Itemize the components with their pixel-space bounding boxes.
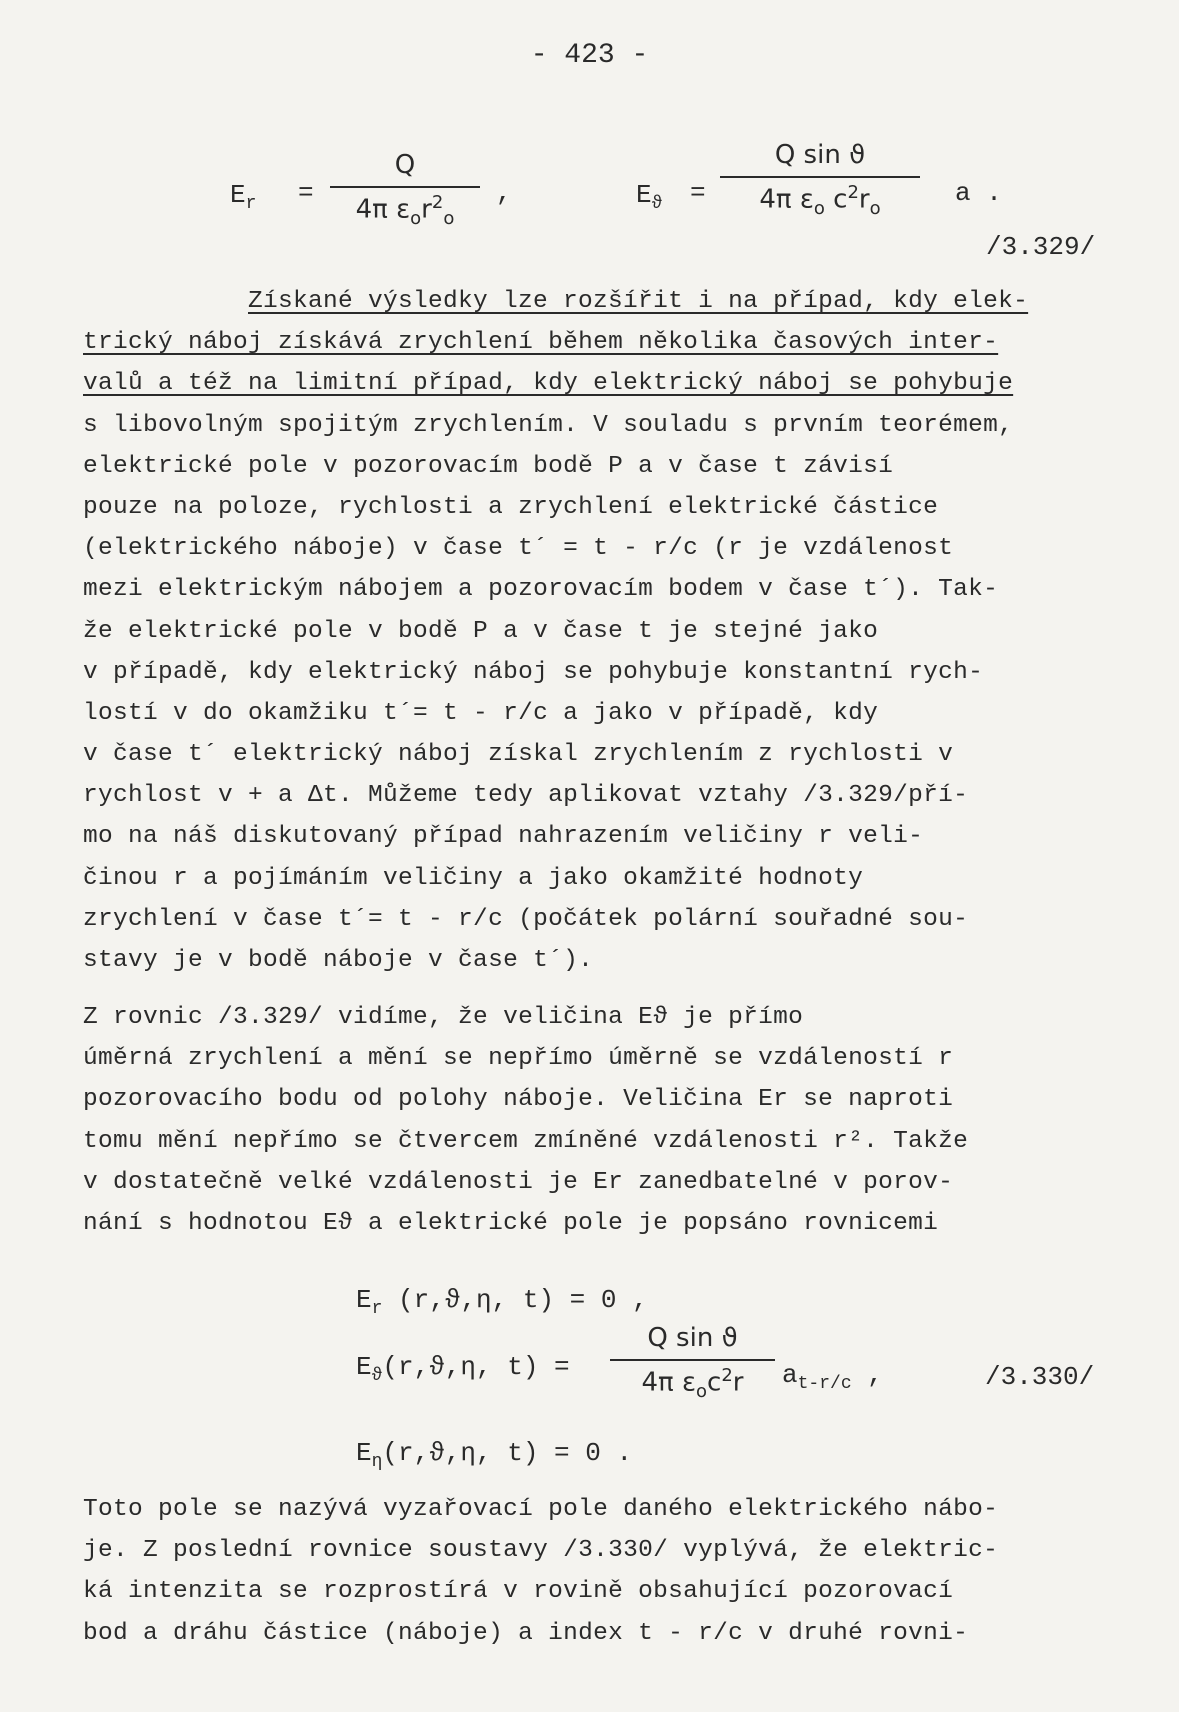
etheta-fraction bbox=[720, 140, 920, 219]
text-line: valů a též na limitní případ, kdy elektrický náboj se pohybuje bbox=[83, 370, 1014, 398]
etheta-denominator: 4π $\varepsilon_o$ $c^2r_o$ bbox=[759, 182, 881, 219]
etheta-label: $E_ϑ$ bbox=[636, 180, 663, 215]
paragraph-3 bbox=[83, 1489, 1103, 1654]
text-line: pozorovacího bodu od polohy náboje. Veličina Er se naproti bbox=[83, 1086, 954, 1114]
text-line: Z rovnic /3.329/ vidíme, že veličina Eϑ je přímo bbox=[83, 1004, 804, 1031]
text-line: lostí v do okamžiku t´= t - r/c a jako v případě, kdy bbox=[83, 699, 879, 727]
text-line: je. Z poslední rovnice soustavy /3.330/ vyplývá, že elektric- bbox=[83, 1537, 999, 1565]
text-line: s libovolným spojitým zrychlením. V souladu s prvním teorémem, bbox=[83, 411, 1014, 439]
er-fraction bbox=[330, 150, 480, 229]
text-line: bod a dráhu částice (náboje) a index t - r/c v druhé rovni- bbox=[83, 1619, 969, 1647]
paragraph-1 bbox=[83, 281, 1103, 981]
text-line: v čase t´ elektrický náboj získal zrychlením z rychlosti v bbox=[83, 741, 954, 769]
text-line: úměrná zrychlení a mění se nepřímo úměrně se vzdáleností r bbox=[83, 1045, 954, 1073]
text-line: činou r a pojímáním veličiny a jako okamžité hodnoty bbox=[83, 864, 864, 892]
eq330-numerator: Q sin ϑ bbox=[647, 1323, 738, 1353]
text-line: (elektrického náboje) v čase t´ = t - r/c (r je vzdálenost bbox=[83, 535, 954, 563]
text-line: rychlost v + a Δt. Můžeme tedy aplikovat vztahy /3.329/pří- bbox=[83, 782, 969, 810]
eq330-tail: $a_{t-r/c}$ , bbox=[782, 1360, 883, 1395]
equation-number: /3.330/ bbox=[985, 1362, 1095, 1392]
text-line: elektrické pole v pozorovacím bodě P a v čase t závisí bbox=[83, 452, 894, 480]
text-line: že elektrické pole v bodě P a v čase t je stejné jako bbox=[83, 617, 879, 645]
text-line: ká intenzita se rozprostírá v rovině obsahující pozorovací bbox=[83, 1578, 954, 1606]
text-line: stavy je v bodě náboje v čase t´). bbox=[83, 947, 594, 974]
er-label: $E_r$ bbox=[230, 180, 257, 215]
text-line: nání s hodnotou Eϑ a elektrické pole je popsáno rovnicemi bbox=[83, 1209, 939, 1237]
paragraph-2 bbox=[83, 997, 1103, 1244]
text-line: v případě, kdy elektrický náboj se pohybuje konstantní rych- bbox=[83, 658, 984, 686]
acceleration-a: a . bbox=[955, 178, 1002, 208]
text-line: pouze na poloze, rychlosti a zrychlení elektrické částice bbox=[83, 493, 939, 521]
comma: , bbox=[496, 178, 512, 208]
eq330-line-3: $E_\eta(r,ϑ,\eta$, t) = 0 . bbox=[356, 1438, 633, 1473]
eq330-fraction bbox=[610, 1323, 775, 1402]
etheta-numerator: Q sin ϑ bbox=[774, 140, 866, 170]
page-number: - 423 - bbox=[530, 40, 649, 71]
equals-sign: = bbox=[690, 178, 706, 208]
eq330-line-2: $E_ϑ(r,ϑ,\eta$, t) = bbox=[356, 1352, 570, 1387]
text-line: trický náboj získává zrychlení během několika časových inter- bbox=[83, 329, 999, 357]
equals-sign: = bbox=[298, 178, 314, 208]
text-line: Toto pole se nazývá vyzařovací pole daného elektrického nábo- bbox=[83, 1496, 999, 1523]
text-line: Získané výsledky lze rozšířit i na případ, kdy elek- bbox=[248, 288, 1029, 315]
text-line: tomu mění nepřímo se čtvercem zmíněné vzdálenosti r². Takže bbox=[83, 1127, 969, 1155]
text-line: mo na náš diskutovaný případ nahrazením veličiny r veli- bbox=[83, 823, 924, 851]
eq330-denominator: 4π $\varepsilon_oc^2r$ bbox=[641, 1365, 744, 1402]
er-numerator: Q bbox=[394, 150, 416, 180]
eq330-line-1: $E_r$ (r,ϑ,η, t) = 0 , bbox=[356, 1285, 648, 1320]
text-line: zrychlení v čase t´= t - r/c (počátek polární souřadné sou- bbox=[83, 905, 969, 933]
equation-number: /3.329/ bbox=[986, 232, 1096, 262]
er-denominator: 4π $\varepsilon_or^2_o$ bbox=[355, 192, 455, 229]
text-line: mezi elektrickým nábojem a pozorovacím bodem v čase t´). Tak- bbox=[83, 576, 999, 604]
text-line: v dostatečně velké vzdálenosti je Er zanedbatelné v porov- bbox=[83, 1168, 954, 1196]
